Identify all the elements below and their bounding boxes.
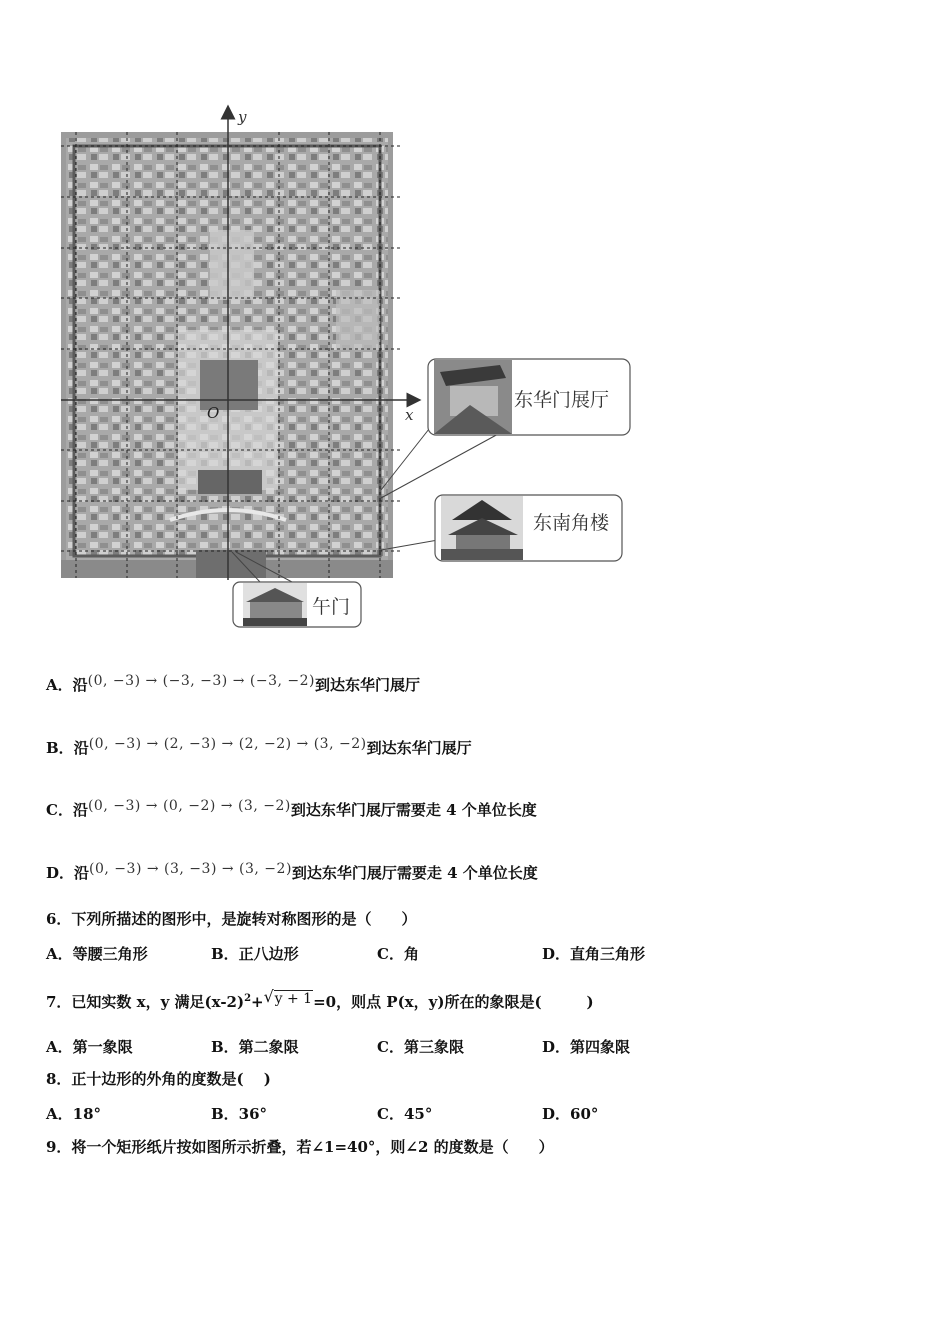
- callout-label-dongnan: 东南角楼: [533, 512, 610, 534]
- callout-label-donghua: 东华门展厅: [514, 389, 610, 411]
- q6-option-b: B．正八边形: [211, 945, 299, 963]
- q7-option-d: D．第四象限: [542, 1038, 631, 1056]
- option-letter: C．: [46, 801, 73, 819]
- q5-option-d: [46, 859, 538, 883]
- q8-option-c: C．45°: [377, 1105, 433, 1123]
- option-prefix: 沿: [72, 676, 88, 694]
- q8-option-a: A．18°: [46, 1105, 102, 1123]
- q6-options: [46, 943, 906, 963]
- callout-label-wumen: 午门: [312, 596, 351, 618]
- option-letter: A．: [46, 676, 73, 694]
- q8-options: [46, 1103, 906, 1123]
- origin-label: O: [207, 404, 220, 422]
- q7-option-c: C．第三象限: [377, 1038, 464, 1056]
- x-axis-label: x: [405, 406, 414, 424]
- option-suffix: 到达东华门展厅需要走 4 个单位长度: [291, 864, 538, 882]
- q6-option-a: A．等腰三角形: [46, 945, 148, 963]
- q7-stem-part-b: =0，则点 P(x，y)所在的象限是( ): [313, 993, 594, 1011]
- callout-donghua: [428, 359, 630, 435]
- coordinate-path: (0, −3) → (−3, −3) → (−3, −2): [87, 673, 315, 689]
- option-suffix: 到达东华门展厅: [366, 739, 472, 757]
- option-prefix: 沿: [73, 739, 89, 757]
- sqrt-expression: [264, 989, 313, 1009]
- option-suffix: 到达东华门展厅需要走 4 个单位长度: [290, 801, 537, 819]
- q7-stem-part-a: 7．已知实数 x，y 满足(x-2): [46, 993, 245, 1011]
- q7-option-b: B．第二象限: [211, 1038, 299, 1056]
- q6-option-d: D．直角三角形: [542, 945, 646, 963]
- coordinate-path: (0, −3) → (3, −3) → (3, −2): [89, 861, 292, 877]
- callout-dongnan: [435, 495, 622, 561]
- q8-option-d: D．60°: [542, 1105, 599, 1123]
- radicand: y + 1: [274, 991, 313, 1007]
- q5-option-c: [46, 796, 537, 820]
- q6-stem: 6．下列所描述的图形中，是旋转对称图形的是（ ）: [46, 910, 417, 928]
- coordinate-path: (0, −3) → (0, −2) → (3, −2): [87, 798, 291, 814]
- q8-stem: 8．正十边形的外角的度数是( ): [46, 1070, 271, 1088]
- q6-option-c: C．角: [377, 945, 419, 963]
- y-axis-label: y: [238, 108, 247, 126]
- q5-option-b: [46, 734, 472, 758]
- plus-sign: +: [251, 993, 264, 1011]
- q7-option-a: A．第一象限: [46, 1038, 133, 1056]
- option-prefix: 沿: [72, 801, 88, 819]
- q9-stem: 9．将一个矩形纸片按如图所示折叠，若∠1=40°，则∠2 的度数是（ ）: [46, 1138, 554, 1156]
- map-figure: [0, 0, 950, 640]
- palace-map-diagram: [0, 0, 950, 640]
- option-letter: D．: [46, 864, 75, 882]
- q7-options: [46, 1036, 906, 1056]
- map-image: [61, 132, 393, 578]
- radical-sign-icon: √: [263, 987, 274, 1006]
- q5-option-a: [46, 671, 420, 695]
- q7-stem: [46, 989, 594, 1012]
- q8-option-b: B．36°: [211, 1105, 268, 1123]
- option-letter: B．: [46, 739, 74, 757]
- option-suffix: 到达东华门展厅: [315, 676, 421, 694]
- callout-wumen: [233, 582, 361, 627]
- exponent: 2: [244, 993, 252, 1004]
- option-prefix: 沿: [74, 864, 90, 882]
- coordinate-path: (0, −3) → (2, −3) → (2, −2) → (3, −2): [88, 736, 367, 752]
